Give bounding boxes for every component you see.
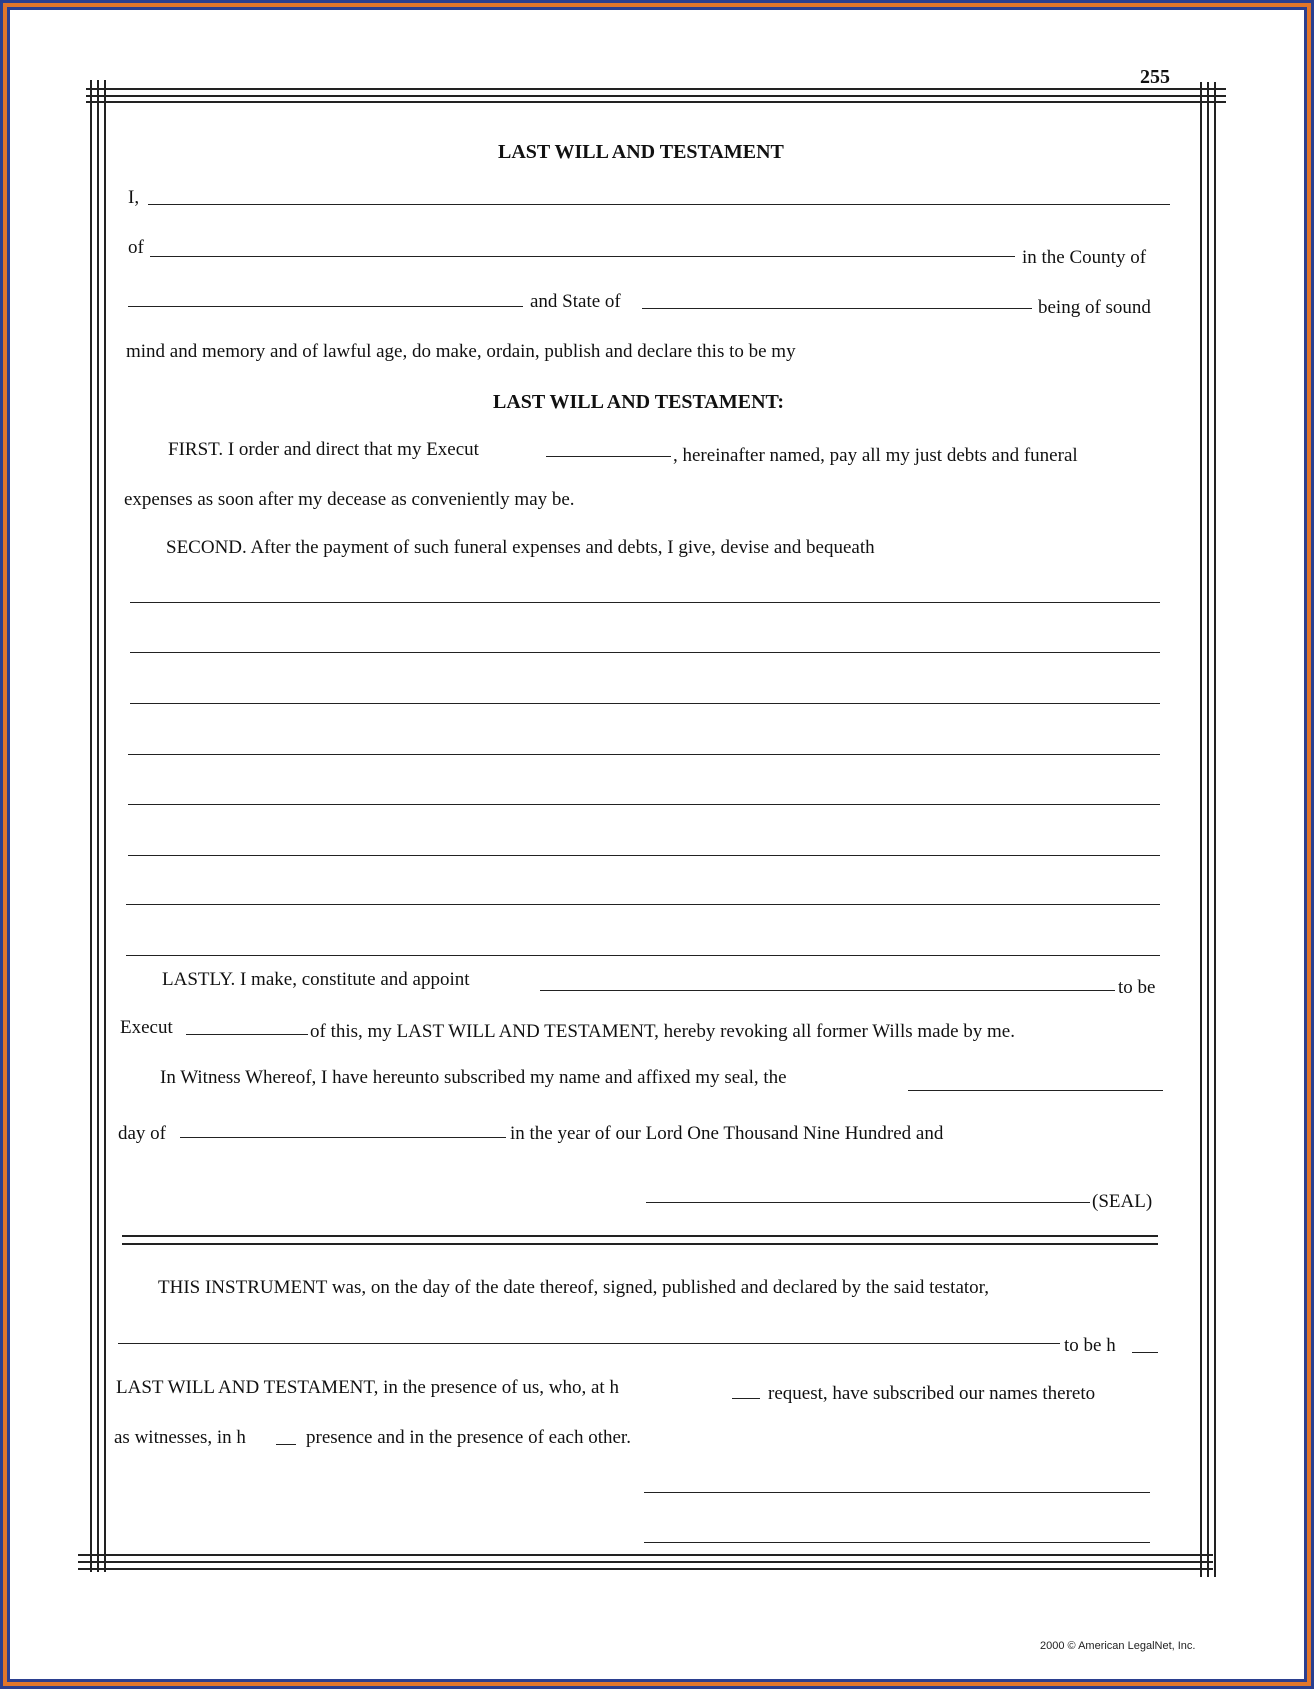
to-be-h-label: to be h: [1064, 1335, 1116, 1356]
county-field[interactable]: [128, 306, 523, 307]
testator-name-field-2[interactable]: [118, 1343, 1060, 1344]
bequest-line[interactable]: [128, 855, 1160, 856]
year-text: in the year of our Lord One Thousand Nine Hundred and: [510, 1123, 944, 1144]
state-label: and State of: [530, 291, 621, 312]
subtitle: LAST WILL AND TESTAMENT:: [493, 391, 785, 413]
county-label: in the County of: [1022, 247, 1147, 268]
testator-name-field[interactable]: [148, 204, 1170, 205]
witness-signature-field[interactable]: [644, 1492, 1150, 1493]
bequest-line[interactable]: [128, 804, 1160, 805]
first-clause-text-end: expenses as soon after my decease as conveniently may be.: [124, 489, 575, 510]
to-be-label: to be: [1118, 977, 1156, 998]
mind-memory-text: mind and memory and of lawful age, do make, ordain, publish and declare this to be my: [126, 341, 796, 362]
first-clause-text: FIRST. I order and direct that my Execut: [168, 439, 479, 460]
month-field[interactable]: [180, 1137, 506, 1138]
witnesses-text: as witnesses, in h: [114, 1427, 246, 1448]
document-title: LAST WILL AND TESTAMENT: [498, 141, 784, 163]
bequest-line[interactable]: [126, 955, 1160, 956]
pronoun-field[interactable]: [1132, 1352, 1158, 1353]
presence-text-cont: request, have subscribed our names thereto: [768, 1383, 1096, 1404]
section-divider: [122, 1235, 1158, 1237]
day-number-field[interactable]: [908, 1090, 1163, 1091]
testator-label: I,: [128, 187, 140, 208]
lastly-clause-text: LASTLY. I make, constitute and appoint: [162, 969, 470, 990]
bequest-line[interactable]: [128, 754, 1160, 755]
state-field[interactable]: [642, 308, 1032, 309]
attestation-text: THIS INSTRUMENT was, on the day of the date thereof, signed, published and declared by the said testator,: [158, 1277, 989, 1298]
residence-field[interactable]: [150, 256, 1015, 257]
executor-suffix-field-2[interactable]: [186, 1034, 308, 1035]
seal-label: (SEAL): [1092, 1191, 1153, 1212]
bequest-line[interactable]: [130, 602, 1160, 603]
pronoun-field-2[interactable]: [732, 1398, 760, 1399]
bequest-line[interactable]: [130, 703, 1160, 704]
witness-signature-field[interactable]: [644, 1542, 1150, 1543]
presence-text: LAST WILL AND TESTAMENT, in the presence of us, who, at h: [116, 1377, 619, 1398]
revocation-text: of this, my LAST WILL AND TESTAMENT, hereby revoking all former Wills made by me.: [310, 1021, 1015, 1042]
copyright-notice: 2000 © American LegalNet, Inc.: [1040, 1640, 1196, 1652]
executor-name-field[interactable]: [540, 990, 1115, 991]
bequest-line[interactable]: [130, 652, 1160, 653]
page-number: 255: [1140, 66, 1170, 88]
first-clause-text-cont: , hereinafter named, pay all my just debts and funeral: [673, 445, 1078, 466]
pronoun-field-3[interactable]: [276, 1444, 296, 1445]
witnesses-text-cont: presence and in the presence of each other.: [306, 1427, 631, 1448]
executor-suffix-field[interactable]: [546, 456, 671, 457]
testator-signature-field[interactable]: [646, 1202, 1090, 1203]
witness-whereof-text: In Witness Whereof, I have hereunto subscribed my name and affixed my seal, the: [160, 1067, 787, 1088]
residence-label: of: [128, 237, 144, 258]
sound-label: being of sound: [1038, 297, 1151, 318]
day-of-label: day of: [118, 1123, 167, 1144]
second-clause-text: SECOND. After the payment of such funeral expenses and debts, I give, devise and bequeath: [166, 537, 875, 558]
section-divider: [122, 1243, 1158, 1245]
bequest-line[interactable]: [126, 904, 1160, 905]
executor-label: Execut: [120, 1017, 173, 1038]
